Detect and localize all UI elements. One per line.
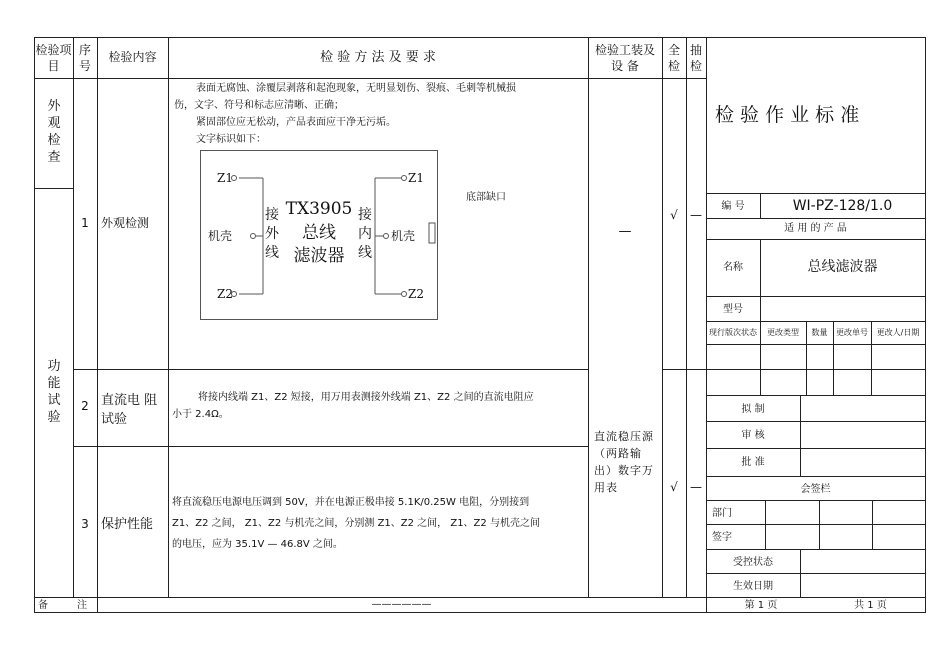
diagram-name-line2: 滤波器 [293,246,345,266]
rev-col-type: 更改类型 [767,328,799,337]
rows-2-3-tools: 直流稳压源（两路输出）数字万用表 [594,430,654,494]
rev-col-qty: 数量 [811,328,828,337]
header-inspection-item: 检验项目 [35,43,72,73]
panel-code-value: WI-PZ-128/1.0 [792,198,893,214]
row-2-method [172,389,586,423]
header-full-inspection: 全检 [667,43,680,73]
panel-review-label: 审 核 [741,430,765,441]
diagram-z2-right: Z2 [408,287,424,301]
panel-code-label: 编 号 [721,201,745,212]
rows-2-3-sample-check: — [690,480,702,494]
panel-product-header: 适 用 的 产 品 [784,223,847,234]
category-appearance: 外观检查 [47,99,61,165]
row-1-full-check: √ [670,208,678,222]
rev-col-status: 现行版次状态 [709,328,757,337]
header-method: 检 验 方 法 及 要 求 [320,50,436,65]
row-3-seq: 3 [81,517,89,531]
row-3-content: 保护性能 [101,517,154,532]
panel-control-status-label: 受控状态 [733,557,773,568]
panel-name-label: 名称 [723,262,743,273]
diagram-z1-left: Z1 [217,171,233,185]
diagram-chassis-right: 机壳 [391,229,416,243]
diagram-notch-label: 底部缺口 [466,192,506,203]
row-1-method-line: 表面无腐蚀、涂覆层剥落和起泡现象，无明显划伤、裂痕、毛刺等机械损 [196,83,516,94]
remarks-label-1: 备 [38,600,48,611]
diagram-model: TX3905 [285,199,353,219]
header-content: 检验内容 [108,50,157,64]
panel-name-value: 总线滤波器 [807,259,878,275]
row-1-content: 外观检测 [101,216,150,230]
panel-effective-date-label: 生效日期 [733,581,773,592]
panel-sign-header: 会签栏 [800,484,831,495]
category-function: 功能试验 [47,359,61,425]
panel-dept-label: 部门 [712,508,732,519]
panel-page-number: 第 1 页 [744,600,778,611]
row-2-seq: 2 [81,399,89,413]
rev-col-person-date: 更改人/日期 [876,328,920,337]
row-1-method-line: 文字标识如下： [196,134,266,145]
row-1-tool: — [618,224,632,239]
diagram-z2-left: Z2 [217,287,233,301]
panel-title: 检 验 作 业 标 准 [715,104,860,126]
row-2-method-line: 将接内线端 Z1、Z2 短接，用万用表测接外线端 Z1、Z2 之间的直流电阻应 [198,392,534,403]
rev-col-order: 更改单号 [836,328,868,337]
header-tools: 检验工装及 设 备 [594,43,655,73]
row-3-method-line: Z1、Z2 之间， Z1、Z2 与机壳之间，分别测 Z1、Z2 之间， Z1、Z2 与机壳之间 [172,518,540,529]
row-1-method-line: 紧固部位应无松动，产品表面应干净无污垢。 [196,117,396,128]
header-sample-inspection: 抽检 [689,43,702,73]
row-3-method [172,492,586,555]
label-diagram [200,150,438,320]
row-1-seq: 1 [81,216,89,230]
panel-draft-label: 拟 制 [741,404,765,415]
row-2-content: 直流电 阻试验 [101,393,158,427]
diagram-outer-label: 接外线 [265,207,279,261]
row-2-method-line: 小于 2.4Ω。 [172,409,229,420]
row-1-sample-check: — [690,208,702,222]
row-1-method [174,80,586,148]
remarks-value: —————— [371,599,432,610]
rows-2-3-full-check: √ [670,480,678,494]
panel-signature-label: 签字 [712,532,732,543]
header-sequence: 序号 [78,43,91,73]
remarks-label-2: 注 [77,600,87,611]
diagram-inner-label: 接内线 [358,207,372,261]
panel-page-total: 共 1 页 [854,600,887,611]
diagram-z1-right: Z1 [408,171,424,185]
panel-model-label: 型号 [723,304,743,315]
row-3-method-line: 的电压，应为 35.1V — 46.8V 之间。 [172,539,343,550]
panel-approve-label: 批 准 [741,457,765,468]
row-1-method-line: 伤，文字、符号和标志应清晰、正确； [174,100,344,111]
row-3-method-line: 将直流稳压电源电压调到 50V，并在电源正极串接 5.1K/0.25W 电阻，分别接到 [172,497,530,508]
diagram-name-line1: 总线 [302,223,336,243]
diagram-chassis-left: 机壳 [208,229,233,243]
